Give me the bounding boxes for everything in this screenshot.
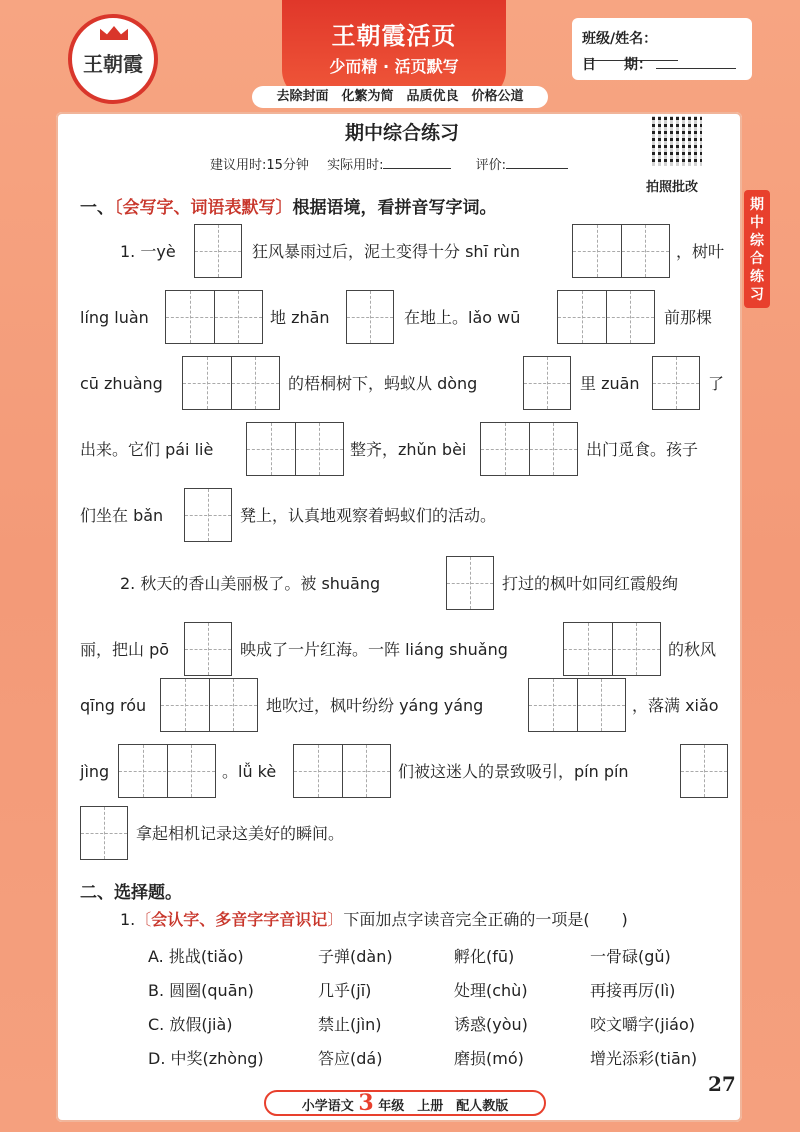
- text-segment: 地吹过，枫叶纷纷 yáng yáng: [266, 696, 484, 715]
- write-box[interactable]: [346, 290, 394, 344]
- write-box[interactable]: [563, 622, 661, 676]
- date-field[interactable]: [656, 56, 736, 69]
- option-d-word: 答应(dá): [318, 1049, 383, 1068]
- text-segment: líng luàn: [80, 308, 149, 327]
- write-box[interactable]: [557, 290, 655, 344]
- text-segment: 。lǚ kè: [222, 762, 277, 781]
- option-b-word: 再接再厉(lì): [590, 981, 676, 1000]
- qr-code-overlay: [652, 116, 702, 166]
- text-segment: 里 zuān: [580, 374, 640, 393]
- text-segment: 丽，把山 pō: [80, 640, 170, 659]
- score-label: 评价:: [475, 158, 506, 173]
- brand-logo: [68, 14, 158, 104]
- text-segment: 狂风暴雨过后，泥土变得十分 shī rùn: [252, 242, 520, 261]
- text-segment: 们坐在 bǎn: [80, 506, 164, 525]
- actual-time-field[interactable]: [383, 156, 451, 169]
- question-1-number: 1.: [120, 910, 136, 929]
- text-segment: 地 zhān: [270, 308, 330, 327]
- write-box[interactable]: [118, 744, 216, 798]
- page-title: 期中综合练习: [344, 122, 459, 144]
- section-1-instruction: 根据语境，看拼音写字词。: [292, 198, 497, 218]
- actual-time-label: 实际用时:: [327, 158, 384, 173]
- write-box[interactable]: [680, 744, 728, 798]
- text-segment: 2. 秋天的香山美丽极了。被 shuāng: [120, 574, 381, 593]
- page-number: 27: [708, 1072, 736, 1096]
- text-segment: qīng róu: [80, 696, 147, 715]
- slogan: 去除封面 化繁为简 品质优良 价格公道: [252, 86, 548, 108]
- write-box[interactable]: [194, 224, 242, 278]
- question-1-text: 下面加点字读音完全正确的一项是( ): [343, 910, 628, 929]
- score-field[interactable]: [506, 156, 568, 169]
- option-c-word: 禁止(jìn): [318, 1015, 382, 1034]
- write-box[interactable]: [446, 556, 494, 610]
- side-tab-char: 合: [750, 251, 764, 267]
- section-1-heading: 一、〔会写字、词语表默写〕根据语境，看拼音写字词。: [80, 198, 497, 218]
- question-1: 1.〔会认字、多音字字音识记〕下面加点字读音完全正确的一项是( ): [120, 910, 628, 929]
- side-tab-char: 中: [750, 215, 764, 231]
- qr-caption: 拍照批改: [646, 180, 699, 195]
- option-c-word: 诱惑(yòu): [454, 1015, 528, 1034]
- text-segment: 了: [708, 374, 725, 393]
- text-segment: 打过的枫叶如同红霞般绚: [502, 574, 679, 593]
- footer-subject: 小学语文: [301, 1099, 354, 1114]
- class-name-label: 班级/姓名：: [582, 31, 658, 47]
- write-box[interactable]: [160, 678, 258, 732]
- text-segment: 的梧桐树下，蚂蚁从 dòng: [288, 374, 478, 393]
- student-info-box: [572, 18, 752, 80]
- text-segment: 的秋风: [668, 640, 717, 659]
- text-segment: ，落满 xiǎo: [632, 696, 719, 715]
- option-d-word: 磨损(mó): [454, 1049, 524, 1068]
- write-box[interactable]: [165, 290, 263, 344]
- header-banner: [282, 0, 506, 100]
- text-segment: 拿起相机记录这美好的瞬间。: [136, 824, 345, 843]
- write-box[interactable]: [572, 224, 670, 278]
- section-1-tag: 会写字、词语表默写: [122, 198, 276, 218]
- text-segment: 出门觅食。孩子: [586, 440, 699, 459]
- timing-row: [210, 154, 568, 173]
- crown-icon: [100, 26, 128, 40]
- write-box[interactable]: [184, 488, 232, 542]
- write-box[interactable]: [246, 422, 344, 476]
- write-box[interactable]: [523, 356, 571, 410]
- option-a-word: 子弹(dàn): [318, 947, 393, 966]
- side-tab-char: 练: [750, 269, 764, 285]
- option-a-word: 一骨碌(gǔ): [590, 947, 671, 966]
- text-segment: ，树叶: [676, 242, 725, 261]
- text-segment: 映成了一片红海。一阵 liáng shuǎng: [240, 640, 508, 659]
- text-segment: 在地上。lǎo wū: [404, 308, 521, 327]
- text-segment: 整齐，zhǔn bèi: [350, 440, 467, 459]
- footer-edition: [264, 1090, 546, 1116]
- option-c-word: 咬文嚼字(jiáo): [590, 1015, 695, 1034]
- question-1-tag: 会认字、多音字字音识记: [151, 910, 328, 929]
- write-box[interactable]: [184, 622, 232, 676]
- text-segment: 出来。它们 pái liè: [80, 440, 214, 459]
- option-b-word: 几乎(jī): [318, 981, 372, 1000]
- write-box[interactable]: [480, 422, 578, 476]
- date-row: [582, 54, 736, 74]
- text-segment: cū zhuàng: [80, 374, 163, 393]
- write-box[interactable]: [182, 356, 280, 410]
- footer-edition-text: 年级 上册 配人教版: [378, 1099, 509, 1114]
- side-tab-char: 综: [750, 233, 764, 249]
- banner-title: 王朝霞活页: [331, 21, 457, 50]
- write-box[interactable]: [293, 744, 391, 798]
- banner-subtitle: 少而精 · 活页默写: [329, 57, 459, 76]
- logo-text: 王朝霞: [83, 52, 143, 76]
- section-1-number: 一、: [80, 198, 114, 218]
- option-a-word: 孵化(fū): [454, 947, 515, 966]
- option-a[interactable]: A. 挑战(tiǎo): [148, 947, 244, 966]
- text-segment: jìng: [80, 762, 110, 781]
- write-box[interactable]: [652, 356, 700, 410]
- option-b[interactable]: B. 圆圈(quān): [148, 981, 254, 1000]
- option-c[interactable]: C. 放假(jià): [148, 1015, 233, 1034]
- option-d-word: 增光添彩(tiān): [590, 1049, 698, 1068]
- suggested-time: 建议用时:15分钟: [210, 158, 309, 173]
- text-segment: 凳上，认真地观察着蚂蚁们的活动。: [240, 506, 497, 525]
- date-label: 日 期：: [582, 57, 652, 73]
- option-b-word: 处理(chù): [454, 981, 528, 1000]
- side-tab: [744, 190, 770, 308]
- footer-grade: 3: [358, 1090, 374, 1116]
- text-segment: 们被这迷人的景致吸引，pín pín: [398, 762, 629, 781]
- text-segment: 1. 一yè: [120, 242, 176, 261]
- write-box[interactable]: [80, 806, 128, 860]
- option-d[interactable]: D. 中奖(zhòng): [148, 1049, 264, 1068]
- side-tab-char: 习: [750, 287, 764, 303]
- side-tab-char: 期: [750, 197, 764, 213]
- text-segment: 前那棵: [664, 308, 713, 327]
- write-box[interactable]: [528, 678, 626, 732]
- section-2-heading: 二、选择题。: [80, 883, 182, 903]
